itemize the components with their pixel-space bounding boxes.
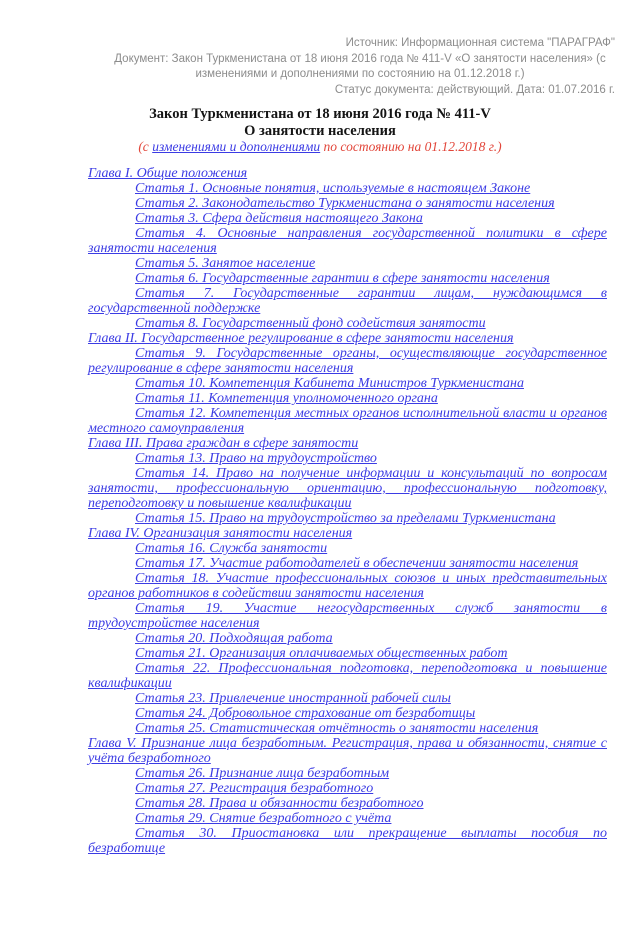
toc-chapter-link[interactable]: Глава III. Права граждан в сфере занятости	[88, 436, 359, 451]
toc-article-link[interactable]: Статья 30. Приостановка или прекращение выплаты пособия по безработице	[88, 826, 607, 856]
toc-article-link[interactable]: Статья 8. Государственный фонд содействия занятости	[135, 316, 486, 331]
toc-entry-article	[88, 196, 607, 211]
toc-entry-article	[88, 226, 607, 256]
toc-article-link[interactable]: Статья 16. Служба занятости	[135, 541, 328, 556]
toc-entry-article	[88, 781, 607, 796]
toc-entry-article	[88, 511, 607, 526]
law-title-line1: Закон Туркменистана от 18 июня 2016 года № 411-V	[149, 106, 491, 122]
toc-article-link[interactable]: Статья 10. Компетенция Кабинета Министров Туркменистана	[135, 376, 524, 391]
toc-entry-article	[88, 376, 607, 391]
toc-entry-article	[88, 406, 607, 436]
toc-entry-article	[88, 646, 607, 661]
toc-entry-article	[88, 766, 607, 781]
toc-entry-article	[88, 826, 607, 856]
toc-article-link[interactable]: Статья 6. Государственные гарантии в сфере занятости населения	[135, 271, 550, 286]
toc-article-link[interactable]: Статья 5. Занятое население	[135, 256, 316, 271]
law-title-line2: О занятости населения	[244, 122, 396, 139]
toc-article-link[interactable]: Статья 19. Участие негосударственных служб занятости в трудоустройстве населения	[88, 601, 607, 631]
toc-entry-article	[88, 391, 607, 406]
toc-entry-article	[88, 286, 607, 316]
toc-article-link[interactable]: Статья 21. Организация оплачиваемых общественных работ	[135, 646, 508, 661]
toc-entry-chapter	[88, 331, 607, 346]
amendment-link[interactable]: изменениями и дополнениями	[152, 139, 321, 154]
toc-article-link[interactable]: Статья 12. Компетенция местных органов исполнительной власти и органов местного самоуправления	[88, 406, 607, 436]
toc-article-link[interactable]: Статья 13. Право на трудоустройство	[135, 451, 377, 466]
toc-article-link[interactable]: Статья 1. Основные понятия, используемые в настоящем Законе	[135, 181, 531, 196]
amendment-note	[25, 139, 615, 155]
toc-article-link[interactable]: Статья 27. Регистрация безработного	[135, 781, 374, 796]
toc-entry-article	[88, 541, 607, 556]
toc-entry-chapter	[88, 166, 607, 181]
toc-article-link[interactable]: Статья 2. Законодательство Туркменистана о занятости населения	[135, 196, 555, 211]
toc-entry-article	[88, 691, 607, 706]
document-page	[0, 36, 640, 941]
amendment-prefix: (с	[138, 139, 153, 154]
document-meta	[105, 36, 615, 98]
toc-entry-article	[88, 661, 607, 691]
toc-entry-article	[88, 181, 607, 196]
meta-document-text-1: Документ: Закон Туркменистана от 18 июня 2016 года № 411-V «О занятости населения» (с	[114, 52, 606, 65]
toc-entry-article	[88, 796, 607, 811]
toc-entry-article	[88, 346, 607, 376]
meta-source-text: Источник: Информационная система "ПАРАГРАФ"	[345, 37, 615, 49]
toc-article-link[interactable]: Статья 23. Привлечение иностранной рабочей силы	[135, 691, 451, 706]
toc-article-link[interactable]: Статья 22. Профессиональная подготовка, переподготовка и повышение квалификации	[88, 661, 607, 691]
toc-article-link[interactable]: Статья 11. Компетенция уполномоченного органа	[135, 391, 438, 406]
toc-article-link[interactable]: Статья 14. Право на получение информации и консультаций по вопросам занятости, профессиональную ориентацию, профессиональную подготовку, переподготовку и повышение квалификации	[88, 466, 607, 511]
meta-status-line	[105, 83, 615, 99]
toc-article-link[interactable]: Статья 28. Права и обязанности безработного	[135, 796, 424, 811]
toc-entry-article	[88, 556, 607, 571]
toc-entry-article	[88, 451, 607, 466]
toc-entry-article	[88, 316, 607, 331]
toc-entry-article	[88, 211, 607, 226]
meta-status-text: Статус документа: действующий. Дата: 01.07.2016 г.	[334, 83, 615, 96]
toc-chapter-link[interactable]: Глава IV. Организация занятости населения	[88, 526, 353, 541]
toc-entry-chapter	[88, 736, 607, 766]
toc-entry-chapter	[88, 526, 607, 541]
toc-entry-article	[88, 571, 607, 601]
toc-entry-article	[88, 721, 607, 736]
toc-entry-article	[88, 631, 607, 646]
toc-article-link[interactable]: Статья 29. Снятие безработного с учёта	[135, 811, 392, 826]
toc-article-link[interactable]: Статья 20. Подходящая работа	[135, 631, 333, 646]
toc-article-link[interactable]: Статья 17. Участие работодателей в обеспечении занятости населения	[135, 556, 579, 571]
amendment-suffix: по состоянию на 01.12.2018 г.)	[320, 139, 502, 154]
toc-article-link[interactable]: Статья 26. Признание лица безработным	[135, 766, 390, 781]
toc-article-link[interactable]: Статья 15. Право на трудоустройство за пределами Туркменистана	[135, 511, 556, 526]
meta-document-text-2: изменениями и дополнениями по состоянию на 01.12.2018 г.)	[195, 68, 525, 80]
meta-source-line	[105, 36, 615, 52]
toc-article-link[interactable]: Статья 4. Основные направления государственной политики в сфере занятости населения	[88, 226, 607, 256]
toc-chapter-link[interactable]: Глава V. Признание лица безработным. Регистрация, права и обязанности, снятие с учёта безработного	[88, 736, 607, 766]
toc-article-link[interactable]: Статья 18. Участие профессиональных союзов и иных представительных органов работников в содействии занятости населения	[88, 571, 607, 601]
toc-article-link[interactable]: Статья 3. Сфера действия настоящего Закона	[135, 211, 423, 226]
toc-entry-article	[88, 706, 607, 721]
toc-article-link[interactable]: Статья 24. Добровольное страхование от безработицы	[135, 706, 476, 721]
title-block	[25, 106, 615, 155]
toc-list	[88, 166, 607, 856]
toc-entry-article	[88, 601, 607, 631]
toc-entry-chapter	[88, 436, 607, 451]
toc-article-link[interactable]: Статья 7. Государственные гарантии лицам, нуждающимся в государственной поддержке	[88, 286, 607, 316]
toc-entry-article	[88, 811, 607, 826]
toc-chapter-link[interactable]: Глава I. Общие положения	[88, 166, 248, 181]
toc-article-link[interactable]: Статья 9. Государственные органы, осуществляющие государственное регулирование в сфере занятости населения	[88, 346, 607, 376]
toc-entry-article	[88, 256, 607, 271]
toc-entry-article	[88, 271, 607, 286]
toc-entry-article	[88, 466, 607, 511]
toc-chapter-link[interactable]: Глава II. Государственное регулирование в сфере занятости населения	[88, 331, 514, 346]
toc-article-link[interactable]: Статья 25. Статистическая отчётность о занятости населения	[135, 721, 539, 736]
meta-document-line	[105, 52, 615, 83]
